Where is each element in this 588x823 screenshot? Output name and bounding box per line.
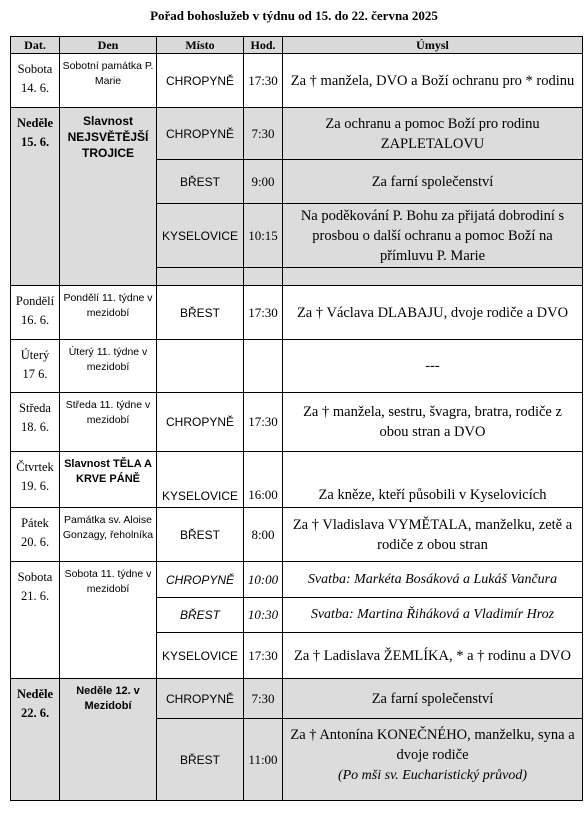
intention-cell: Za † Václava DLABAJU, dvoje rodiče a DVO [283,286,583,340]
liturgical-day: Středa 11. týdne v mezidobí [60,393,157,452]
liturgical-day: Úterý 11. týdne v mezidobí [60,340,157,393]
header-row [11,37,583,54]
date-value: 16. 6. [20,313,50,327]
day-name: Sobota [17,62,53,76]
table-row [11,286,583,340]
liturgical-day: Slavnost NEJSVĚTĚJŠÍ TROJICE [60,108,157,286]
intention-cell: --- [283,340,583,393]
date-cell [11,679,60,801]
place-cell: KYSELOVICE [157,204,244,268]
place-cell: CHROPYNĚ [157,562,244,598]
place-cell: BŘEST [157,508,244,562]
date-value: 21. 6. [20,589,50,603]
day-name: Pondělí [15,294,55,308]
place-cell: BŘEST [157,286,244,340]
page-title: Pořad bohoslužeb v týdnu od 15. do 22. června 2025 [150,8,438,23]
date-cell [11,286,60,340]
intention-cell: Za ochranu a pomoc Boží pro rodinu ZAPLETALOVU [283,108,583,160]
date-value: 22. 6. [20,706,50,720]
header-intention: Úmysl [283,37,583,54]
table-row [11,340,583,393]
day-name: Sobota [17,570,53,584]
place-cell: CHROPYNĚ [157,393,244,452]
place-cell: BŘEST [157,160,244,204]
time-cell: 17:30 [244,633,283,679]
time-cell [244,340,283,393]
day-name: Úterý [20,348,50,362]
date-cell [11,452,60,508]
table-row [11,508,583,562]
date-value: 14. 6. [20,81,50,95]
place-cell: KYSELOVICE [157,633,244,679]
place-cell: CHROPYNĚ [157,679,244,719]
intention-cell: Svatba: Martina Řiháková a Vladimír Hroz [283,598,583,633]
day-name: Neděle [16,687,54,701]
intention-cell: Svatba: Markéta Bosáková a Lukáš Vančura [283,562,583,598]
table-row [11,54,583,108]
time-cell: 8:00 [244,508,283,562]
intention-cell: Za farní společenství [283,160,583,204]
day-name: Pátek [21,516,49,530]
time-cell: 11:00 [244,719,283,801]
time-cell: 7:30 [244,679,283,719]
time-cell: 9:00 [244,160,283,204]
date-value: 18. 6. [20,420,50,434]
date-cell [11,340,60,393]
day-name: Středa [19,401,51,415]
day-name: Čtvrtek [16,460,54,474]
place-cell: CHROPYNĚ [157,54,244,108]
liturgical-day: Neděle 12. v Mezidobí [60,679,157,801]
date-value: 19. 6. [20,479,50,493]
intention-cell: Za farní společenství [283,679,583,719]
date-cell [11,393,60,452]
place-cell: BŘEST [157,598,244,633]
liturgical-day: Sobotní památka P. Marie [60,54,157,108]
intention-cell: Za kněze, kteří působili v Kyselovicích [283,452,583,508]
date-cell [11,562,60,679]
date-value: 17 6. [22,367,48,381]
date-value: 20. 6. [20,535,50,549]
place-cell: KYSELOVICE [157,452,244,508]
time-cell: 10:30 [244,598,283,633]
time-cell: 17:30 [244,54,283,108]
day-name: Neděle [16,116,54,130]
time-cell: 16:00 [244,452,283,508]
liturgical-day: Památka sv. Aloise Gonzagy, řeholníka [60,508,157,562]
intention-cell [283,719,583,801]
time-cell: 17:30 [244,393,283,452]
intention-cell: Za † manžela, sestru, švagra, bratra, rodiče z obou stran a DVO [283,393,583,452]
table-row [11,679,583,719]
header-time: Hod. [244,37,283,54]
table-row [11,108,583,160]
liturgical-day: Slavnost TĚLA A KRVE PÁNĚ [60,452,157,508]
intention-note: (Po mši sv. Eucharistický průvod) [337,768,528,783]
intention-cell: Za † Ladislava ŽEMLÍKA, * a † rodinu a DVO [283,633,583,679]
liturgical-day: Sobota 11. týdne v mezidobí [60,562,157,679]
date-cell [11,108,60,286]
table-row [11,452,583,508]
intention-cell: Za † manžela, DVO a Boží ochranu pro * rodinu [283,54,583,108]
liturgical-day: Pondělí 11. týdne v mezidobí [60,286,157,340]
intention-text: Za † Antonína KONEČNÉHO, manželku, syna a dvoje rodiče [290,727,575,763]
time-cell: 10:00 [244,562,283,598]
header-place: Místo [157,37,244,54]
date-value: 15. 6. [20,135,50,149]
table-row [11,562,583,598]
place-cell: BŘEST [157,719,244,801]
intention-cell: Na poděkování P. Bohu za přijatá dobrodiní s prosbou o další ochranu a pomoc Boží na přímluvu P. Marie [283,204,583,268]
header-day: Den [60,37,157,54]
schedule-table [10,36,583,801]
intention-cell: Za † Vladislava VYMĚTALA, manželku, zetě a rodiče z obou stran [283,508,583,562]
time-cell: 10:15 [244,204,283,268]
place-cell [157,340,244,393]
header-date: Dat. [11,37,60,54]
time-cell: 17:30 [244,286,283,340]
place-cell: CHROPYNĚ [157,108,244,160]
time-cell: 7:30 [244,108,283,160]
date-cell [11,54,60,108]
date-cell [11,508,60,562]
table-row [11,393,583,452]
